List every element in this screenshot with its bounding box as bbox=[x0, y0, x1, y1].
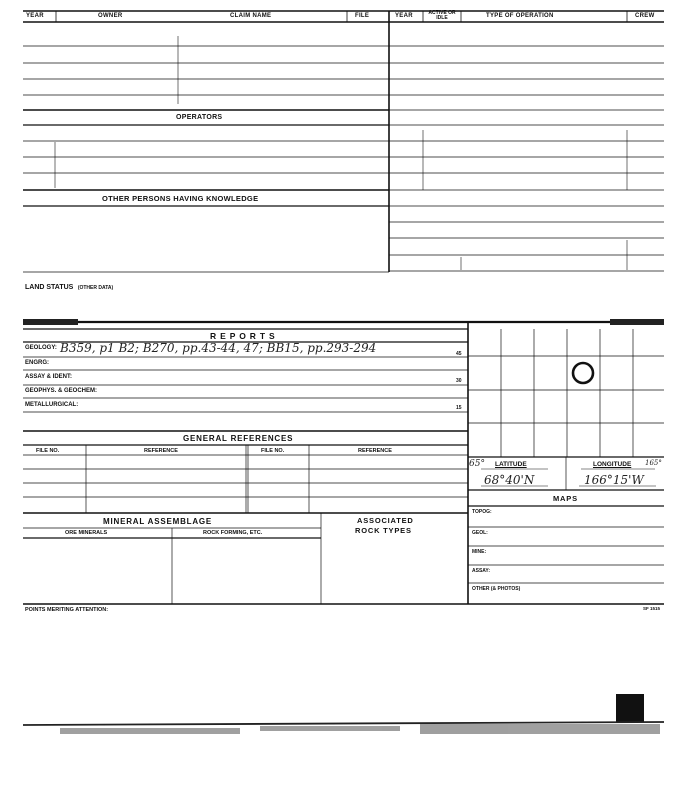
map-assay: ASSAY: bbox=[472, 568, 491, 574]
rock-types-label: ROCK TYPES bbox=[355, 526, 412, 535]
geology-label: GEOLOGY: bbox=[25, 345, 57, 351]
points-meriting-attention: POINTS MERITING ATTENTION: bbox=[25, 607, 109, 613]
ore-minerals-label: ORE MINERALS bbox=[65, 530, 108, 536]
map-topog: TOPOG: bbox=[472, 509, 492, 515]
land-status-sub: (OTHER DATA) bbox=[77, 285, 114, 291]
geology-num: 45 bbox=[456, 351, 462, 357]
lat-prefix: 65° bbox=[469, 459, 485, 469]
associated-label: ASSOCIATED bbox=[357, 516, 414, 525]
col-type-of-operation: TYPE OF OPERATION bbox=[486, 13, 554, 19]
longitude-value: 166°15'W bbox=[584, 473, 644, 487]
metallurgical-label: METALLURGICAL: bbox=[25, 402, 79, 408]
col-year: YEAR bbox=[26, 13, 44, 19]
reports-heading: R E P O R T S bbox=[210, 331, 276, 341]
metallurgical-num: 15 bbox=[456, 405, 462, 411]
col-claim-name: CLAIM NAME bbox=[230, 13, 272, 19]
assay-num: 30 bbox=[456, 378, 462, 384]
col-crew: CREW bbox=[635, 13, 655, 19]
land-status-title: LAND STATUS bbox=[25, 284, 74, 291]
operators-heading: OPERATORS bbox=[176, 114, 223, 121]
col-owner: OWNER bbox=[98, 13, 123, 19]
engrg-label: ENGRG: bbox=[25, 360, 49, 366]
col-file: FILE bbox=[355, 13, 370, 19]
general-references-heading: GENERAL REFERENCES bbox=[183, 434, 294, 443]
geology-value: B359, p1 B2; B270, pp.43-44, 47; BB15, pp.293-294 bbox=[60, 341, 377, 355]
gr-col-file-no-2: FILE NO. bbox=[261, 448, 285, 454]
latitude-value: 68°40'N bbox=[484, 473, 535, 487]
form-number: SF 1515 bbox=[643, 606, 661, 611]
map-geol: GEOL: bbox=[472, 530, 488, 536]
col-year-2: YEAR bbox=[395, 13, 413, 19]
gr-col-reference-2: REFERENCE bbox=[358, 448, 392, 454]
rock-forming-label: ROCK FORMING, ETC. bbox=[203, 530, 263, 536]
other-persons-heading: OTHER PERSONS HAVING KNOWLEDGE bbox=[102, 194, 259, 203]
longitude-label: LONGITUDE bbox=[593, 461, 632, 468]
latitude-label: LATITUDE bbox=[495, 461, 527, 468]
land-status-label bbox=[25, 276, 113, 294]
gr-col-file-no-1: FILE NO. bbox=[36, 448, 60, 454]
lon-suffix: 165° bbox=[645, 459, 662, 467]
assay-ident-label: ASSAY & IDENT: bbox=[25, 374, 73, 380]
col-active-or-idle: ACTIVE OR IDLE bbox=[428, 10, 456, 21]
gr-col-reference-1: REFERENCE bbox=[144, 448, 178, 454]
geophys-label: GEOPHYS. & GEOCHEM: bbox=[25, 388, 98, 394]
map-mine: MINE: bbox=[472, 549, 487, 555]
mineral-assemblage-heading: MINERAL ASSEMBLAGE bbox=[103, 517, 213, 526]
map-other: OTHER (& PHOTOS) bbox=[472, 586, 521, 592]
maps-heading: MAPS bbox=[553, 494, 578, 503]
